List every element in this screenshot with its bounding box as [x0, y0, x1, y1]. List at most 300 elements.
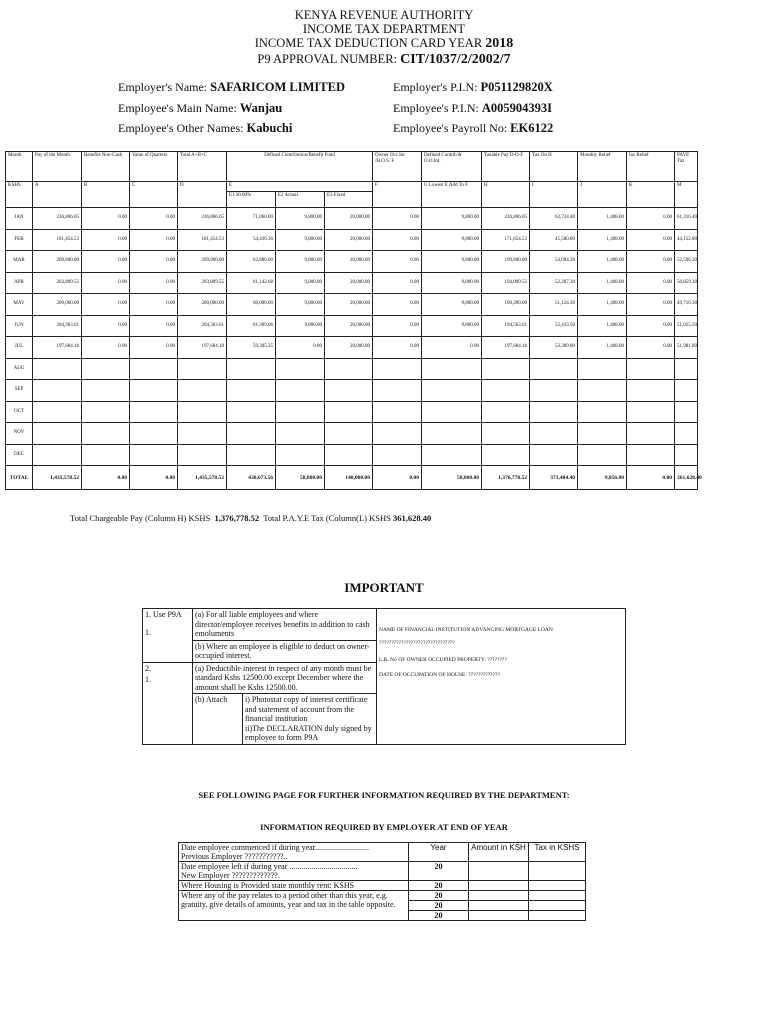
code-e1: E1 30.00%	[227, 192, 276, 208]
cell-d: 203,809.55	[178, 272, 227, 294]
code-b: B	[82, 182, 130, 208]
cell-b: 0.00	[82, 272, 130, 294]
employer-pin: P051129820X	[480, 80, 553, 94]
imp-item-2-sub: 1.	[145, 675, 151, 684]
cell-i: 53,389.80	[530, 337, 578, 359]
ireq-year-2: 20	[409, 881, 469, 891]
cell-m: 50,859.30	[675, 272, 698, 294]
ireq-housing: Where Housing is Provided state monthly rent: KSHS	[179, 881, 409, 891]
paye-total-value: 361,628.40	[392, 513, 432, 523]
employee-payroll-label: Employee's Payroll No:	[393, 121, 508, 135]
ireq-amount-4	[469, 901, 529, 911]
cell-e1: 62,880.00	[227, 251, 276, 273]
cell-j: 1,408.00	[578, 272, 627, 294]
cell-m: 61,316.40	[675, 208, 698, 230]
cell-f	[373, 444, 422, 466]
cell-h: 226,866.65	[482, 208, 530, 230]
chargeable-pay-value: 1,376,778.52	[214, 513, 260, 523]
cell-j: 9,856.00	[578, 466, 627, 490]
cell-c	[130, 401, 178, 423]
col-taxable: Taxable Pay D-O-F	[482, 152, 530, 182]
card-year: 2018	[485, 36, 514, 51]
cell-f	[373, 358, 422, 380]
cell-h	[482, 358, 530, 380]
month-row	[6, 294, 698, 316]
ireq-row2	[179, 862, 409, 881]
cell-d: 204,363.61	[178, 315, 227, 337]
cell-g: 9,800.00	[422, 315, 482, 337]
month-cell: DEC	[6, 444, 33, 466]
cell-j: 1,408.00	[578, 315, 627, 337]
month-row	[6, 401, 698, 423]
cell-e1	[227, 380, 276, 402]
cell-e1: 71,060.00	[227, 208, 276, 230]
cell-f: 0.00	[373, 466, 422, 490]
code-e: E	[227, 182, 373, 192]
employee-other-names-row	[118, 121, 292, 135]
card-title-prefix: INCOME TAX DEDUCTION CARD YEAR	[254, 36, 483, 50]
authority-name: KENYA REVENUE AUTHORITY	[294, 8, 474, 22]
cell-a: 203,809.55	[33, 272, 82, 294]
lr-number: L.R. No OF OWNER OCCUPIED PROPERTY: ????????	[379, 657, 507, 663]
ireq-amount-1	[469, 862, 529, 881]
cell-j	[578, 423, 627, 445]
col-tax-on: Tax On H	[530, 152, 578, 182]
imp-item-2	[143, 662, 193, 744]
month-cell: AUG	[6, 358, 33, 380]
cell-i	[530, 423, 578, 445]
cell-b	[82, 358, 130, 380]
cell-e3: 20,000.00	[325, 272, 373, 294]
employer-pin-label: Employer's P.I.N:	[393, 80, 478, 94]
cell-h	[482, 444, 530, 466]
cell-d: 181,454.53	[178, 229, 227, 251]
important-table	[142, 608, 626, 745]
col-ins-relief: Ins Relief	[627, 152, 675, 182]
cell-c: 0.00	[130, 229, 178, 251]
employee-main-name-label: Employee's Main Name:	[118, 101, 237, 115]
imp-item-1-num: 1. Use P9A	[145, 610, 182, 619]
approval-number: CIT/1037/2/2002/7	[400, 52, 511, 67]
cell-c	[130, 423, 178, 445]
cell-e3: 140,000.00	[325, 466, 373, 490]
cell-b: 0.00	[82, 294, 130, 316]
see-following-note: SEE FOLLOWING PAGE FOR FURTHER INFORMATION REQUIRED BY THE DEPARTMENT:	[198, 790, 570, 800]
cell-m: 361,628.40	[675, 466, 698, 490]
month-row	[6, 229, 698, 251]
cell-d: 236,866.65	[178, 208, 227, 230]
ireq-col-year: Year	[409, 843, 469, 862]
cell-c: 0.00	[130, 294, 178, 316]
cell-m: 52,596.30	[675, 251, 698, 273]
imp-attach-1: i) Photostat copy of interest certificate and statement of account from the financial institution	[245, 695, 368, 723]
cell-f: 0.00	[373, 251, 422, 273]
cell-e3: 20,000.00	[325, 337, 373, 359]
important-title: IMPORTANT	[344, 580, 424, 595]
cell-g: 9,800.00	[422, 272, 482, 294]
cell-e1	[227, 401, 276, 423]
cell-m: 49,716.30	[675, 294, 698, 316]
card-title	[0, 36, 768, 51]
cell-g	[422, 444, 482, 466]
imp-item-2a: (a) Deductible interest in respect of any month must be standard Kshs 12500.00 except December where the amount shall be Kshs 12500.00.	[193, 662, 377, 694]
cell-k	[627, 358, 675, 380]
cell-c: 0.00	[130, 466, 178, 490]
cell-e2: 58,800.00	[276, 466, 325, 490]
cell-e1: 60,000.00	[227, 294, 276, 316]
cell-e1: 54,436.36	[227, 229, 276, 251]
cell-e1	[227, 423, 276, 445]
cell-i: 54,004.30	[530, 251, 578, 273]
cell-k	[627, 380, 675, 402]
cell-e3	[325, 358, 373, 380]
month-cell: MAY	[6, 294, 33, 316]
mortgage-institution-value: ???????????????????????????????	[379, 640, 455, 646]
cell-e3	[325, 380, 373, 402]
occupation-date: DATE OF OCCUPATION OF HOUSE: ?????????????	[379, 672, 500, 678]
cell-e3: 20,000.00	[325, 315, 373, 337]
header-row	[6, 152, 698, 182]
mortgage-info	[377, 609, 626, 745]
cell-c	[130, 358, 178, 380]
ireq-year-1: 20	[409, 862, 469, 881]
cell-f: 0.00	[373, 208, 422, 230]
cell-b: 0.00	[82, 208, 130, 230]
cell-e1: 61,142.68	[227, 272, 276, 294]
cell-c: 0.00	[130, 272, 178, 294]
cell-d	[178, 423, 227, 445]
cell-e3	[325, 423, 373, 445]
col-owner: Owner Occ.Int /H.O.S. F	[373, 152, 422, 182]
cell-e2: 9,800.00	[276, 208, 325, 230]
ireq-tax-5	[529, 911, 586, 921]
employee-pin: A005904393I	[481, 101, 552, 115]
month-cell: JUL	[6, 337, 33, 359]
cell-j	[578, 444, 627, 466]
ireq-amount-2	[469, 881, 529, 891]
cell-d: 1,435,578.52	[178, 466, 227, 490]
cell-m	[675, 358, 698, 380]
code-kshs: KSHS	[6, 182, 33, 208]
cell-g: 58,800.00	[422, 466, 482, 490]
deduction-card-table	[5, 151, 702, 490]
cell-k: 0.00	[627, 294, 675, 316]
employee-main-name-row	[118, 101, 282, 115]
cell-a: 181,454.53	[33, 229, 82, 251]
imp-item-1-sub: 1.	[145, 627, 151, 637]
cell-e1	[227, 358, 276, 380]
cell-g: 0.00	[422, 337, 482, 359]
cell-m	[675, 380, 698, 402]
cell-e2	[276, 358, 325, 380]
cell-m	[675, 423, 698, 445]
employee-pin-label: Employee's P.I.N:	[393, 101, 479, 115]
ireq-col-tax: Tax in KSHS	[529, 843, 586, 862]
cell-c: 0.00	[130, 208, 178, 230]
cell-a	[33, 423, 82, 445]
month-cell: FEB	[6, 229, 33, 251]
cell-d: 209,800.00	[178, 251, 227, 273]
cell-b: 0.00	[82, 229, 130, 251]
col-paye: PAYE Tax	[675, 152, 698, 182]
col-benefits: Benefits Non-Cash	[82, 152, 130, 182]
code-row	[6, 182, 698, 192]
cell-f: 0.00	[373, 229, 422, 251]
cell-e2: 9,800.00	[276, 229, 325, 251]
cell-i: 52,433.50	[530, 315, 578, 337]
cell-f	[373, 380, 422, 402]
cell-e1: 59,305.25	[227, 337, 276, 359]
ireq-tax-4	[529, 901, 586, 911]
cell-a: 200,000.00	[33, 294, 82, 316]
cell-j	[578, 380, 627, 402]
cell-h	[482, 423, 530, 445]
cell-h	[482, 380, 530, 402]
cell-a	[33, 380, 82, 402]
cell-g: 9,800.00	[422, 229, 482, 251]
employer-name-row	[118, 80, 345, 94]
mortgage-institution-label: NAME OF FINANCIAL INSTITUTION ADVANCING MORTGAGE LOAN	[379, 627, 553, 633]
month-cell: MAR	[6, 251, 33, 273]
cell-i	[530, 401, 578, 423]
cell-k: 0.00	[627, 208, 675, 230]
cell-e1: 430,673.56	[227, 466, 276, 490]
code-m: M	[675, 182, 698, 208]
month-row	[6, 315, 698, 337]
cell-i	[530, 380, 578, 402]
imp-item-2-num: 2.	[145, 663, 151, 673]
cell-d: 200,000.00	[178, 294, 227, 316]
cell-e2: 9,800.00	[276, 272, 325, 294]
cell-f: 0.00	[373, 315, 422, 337]
month-cell: TOTAL	[6, 466, 33, 490]
col-dcbf: Defined Contribution/Benefit Fund	[227, 152, 373, 182]
cell-d	[178, 380, 227, 402]
ireq-amount-5	[469, 911, 529, 921]
cell-k: 0.00	[627, 466, 675, 490]
cell-m	[675, 401, 698, 423]
cell-g	[422, 380, 482, 402]
imp-item-2b-label: (b) Attach	[193, 694, 243, 745]
month-cell: NOV	[6, 423, 33, 445]
ireq-new-employer: New Employer ?????????????.	[181, 871, 280, 880]
totals-summary	[70, 513, 431, 523]
col-defined: Defined Contrib.& O.O.Int.	[422, 152, 482, 182]
col-total: Total A+B+C	[178, 152, 227, 182]
ireq-other-period: Where any of the pay relates to a period other than this year, e.g. gratuity, give details of amounts, year and tax in the table opposite.	[179, 891, 409, 921]
cell-k: 0.00	[627, 337, 675, 359]
employer-pin-row	[393, 80, 553, 94]
cell-i	[530, 444, 578, 466]
cell-d	[178, 358, 227, 380]
ireq-amount-3	[469, 891, 529, 901]
cell-e1: 61,309.06	[227, 315, 276, 337]
code-k: K	[627, 182, 675, 208]
employee-main-name: Wanjau	[239, 101, 283, 115]
cell-c: 0.00	[130, 251, 178, 273]
total-row	[6, 466, 698, 490]
cell-f: 0.00	[373, 337, 422, 359]
approval-line	[0, 52, 768, 67]
code-f: F	[373, 182, 422, 208]
cell-e3: 20,000.00	[325, 208, 373, 230]
ireq-row1	[179, 843, 409, 862]
cell-e2	[276, 444, 325, 466]
cell-e3: 20,000.00	[325, 251, 373, 273]
imp-item-2b-text	[243, 694, 377, 745]
cell-j: 1,408.00	[578, 337, 627, 359]
cell-g: 9,800.00	[422, 251, 482, 273]
cell-e2: 0.00	[276, 337, 325, 359]
cell-a: 236,866.65	[33, 208, 82, 230]
chargeable-pay-label: Total Chargeable Pay (Column H) KSHS	[70, 513, 211, 523]
cell-m: 51,981.80	[675, 337, 698, 359]
code-h: H	[482, 182, 530, 208]
cell-c	[130, 444, 178, 466]
code-d: D	[178, 182, 227, 208]
cell-k: 0.00	[627, 229, 675, 251]
month-cell: JUN	[6, 315, 33, 337]
cell-b: 0.00	[82, 251, 130, 273]
cell-f	[373, 401, 422, 423]
code-i: I	[530, 182, 578, 208]
cell-h: 197,684.18	[482, 337, 530, 359]
cell-i: 371,484.40	[530, 466, 578, 490]
ireq-commenced: Date employee commenced if during year...........................	[181, 843, 369, 852]
col-quarters: Value of Quarters	[130, 152, 178, 182]
employee-other-names-label: Employee's Other Names:	[118, 121, 244, 135]
cell-e2	[276, 423, 325, 445]
cell-a	[33, 401, 82, 423]
cell-e1	[227, 444, 276, 466]
cell-b: 0.00	[82, 466, 130, 490]
month-row	[6, 251, 698, 273]
cell-g: 9,800.00	[422, 208, 482, 230]
cell-e2	[276, 401, 325, 423]
cell-i: 45,580.80	[530, 229, 578, 251]
month-row	[6, 337, 698, 359]
cell-g	[422, 358, 482, 380]
cell-e2: 9,800.00	[276, 315, 325, 337]
cell-e3	[325, 401, 373, 423]
cell-d	[178, 444, 227, 466]
cell-i: 51,124.30	[530, 294, 578, 316]
cell-c: 0.00	[130, 315, 178, 337]
department-name: INCOME TAX DEPARTMENT	[302, 22, 466, 36]
cell-h: 1,376,778.52	[482, 466, 530, 490]
cell-h	[482, 401, 530, 423]
cell-h: 199,800.00	[482, 251, 530, 273]
cell-d	[178, 401, 227, 423]
employee-payroll-no: EK6122	[510, 121, 554, 135]
cell-e3	[325, 444, 373, 466]
ireq-col-amount: Amount in KSH	[469, 843, 529, 862]
cell-a: 197,684.18	[33, 337, 82, 359]
cell-f: 0.00	[373, 294, 422, 316]
month-row	[6, 423, 698, 445]
approval-label: P9 APPROVAL NUMBER:	[257, 52, 398, 66]
cell-b: 0.00	[82, 315, 130, 337]
code-g: G Lowest E Add To F	[422, 182, 482, 208]
code-e2: E2 Actual	[276, 192, 325, 208]
cell-h: 171,654.53	[482, 229, 530, 251]
ireq-tax-2	[529, 881, 586, 891]
cell-m: 44,152.80	[675, 229, 698, 251]
ireq-tax-1	[529, 862, 586, 881]
employer-info-table	[178, 842, 586, 921]
cell-h: 194,563.61	[482, 315, 530, 337]
month-row	[6, 380, 698, 402]
cell-k: 0.00	[627, 315, 675, 337]
imp-attach-2: ii)The DECLARATION duly signed by employee to form P9A	[245, 723, 372, 742]
cell-b	[82, 423, 130, 445]
month-cell: JAN	[6, 208, 33, 230]
imp-item-1a: (a) For all liable employees and where director/employee receives benefits in addition to cash emoluments	[193, 609, 377, 641]
cell-g	[422, 423, 482, 445]
month-row	[6, 358, 698, 380]
cell-e3: 20,000.00	[325, 294, 373, 316]
cell-f	[373, 423, 422, 445]
employer-name-label: Employer's Name:	[118, 80, 208, 94]
code-c: C	[130, 182, 178, 208]
employer-name: SAFARICOM LIMITED	[210, 80, 345, 94]
cell-j: 1,408.00	[578, 294, 627, 316]
code-a: A	[33, 182, 82, 208]
employee-pin-row	[393, 101, 552, 115]
cell-k: 0.00	[627, 251, 675, 273]
cell-f: 0.00	[373, 272, 422, 294]
month-cell: APR	[6, 272, 33, 294]
code-j: J	[578, 182, 627, 208]
cell-m: 51,025.50	[675, 315, 698, 337]
code-e3: E3 Fixed	[325, 192, 373, 208]
col-monthly-relief: Monthly Relief	[578, 152, 627, 182]
month-cell: SEP	[6, 380, 33, 402]
cell-h: 194,009.55	[482, 272, 530, 294]
cell-e2: 9,800.00	[276, 294, 325, 316]
cell-k	[627, 444, 675, 466]
cell-d: 197,684.18	[178, 337, 227, 359]
cell-i	[530, 358, 578, 380]
cell-a: 209,800.00	[33, 251, 82, 273]
cell-i: 62,724.40	[530, 208, 578, 230]
cell-k	[627, 423, 675, 445]
info-required-title: INFORMATION REQUIRED BY EMPLOYER AT END OF YEAR	[260, 822, 508, 832]
cell-j: 1,408.00	[578, 208, 627, 230]
col-month: Month	[6, 152, 33, 182]
cell-b: 0.00	[82, 337, 130, 359]
cell-h: 190,200.00	[482, 294, 530, 316]
cell-j: 1,408.00	[578, 251, 627, 273]
paye-total-label: Total P.A.Y.E Tax (Column(L) KSHS	[263, 513, 391, 523]
cell-b	[82, 380, 130, 402]
cell-j: 1,408.00	[578, 229, 627, 251]
cell-c: 0.00	[130, 337, 178, 359]
cell-a: 204,363.61	[33, 315, 82, 337]
ireq-year-3: 20	[409, 891, 469, 901]
employee-payroll-row	[393, 121, 553, 135]
cell-e2	[276, 380, 325, 402]
ireq-tax-3	[529, 891, 586, 901]
ireq-previous-employer: Previous Employer ???????????..	[181, 852, 288, 861]
ireq-left: Date employee left if during year ..................................	[181, 862, 358, 871]
cell-b	[82, 401, 130, 423]
ireq-year-5: 20	[409, 911, 469, 921]
cell-a	[33, 444, 82, 466]
cell-g	[422, 401, 482, 423]
col-pay: Pay of the Month	[33, 152, 82, 182]
month-row	[6, 208, 698, 230]
